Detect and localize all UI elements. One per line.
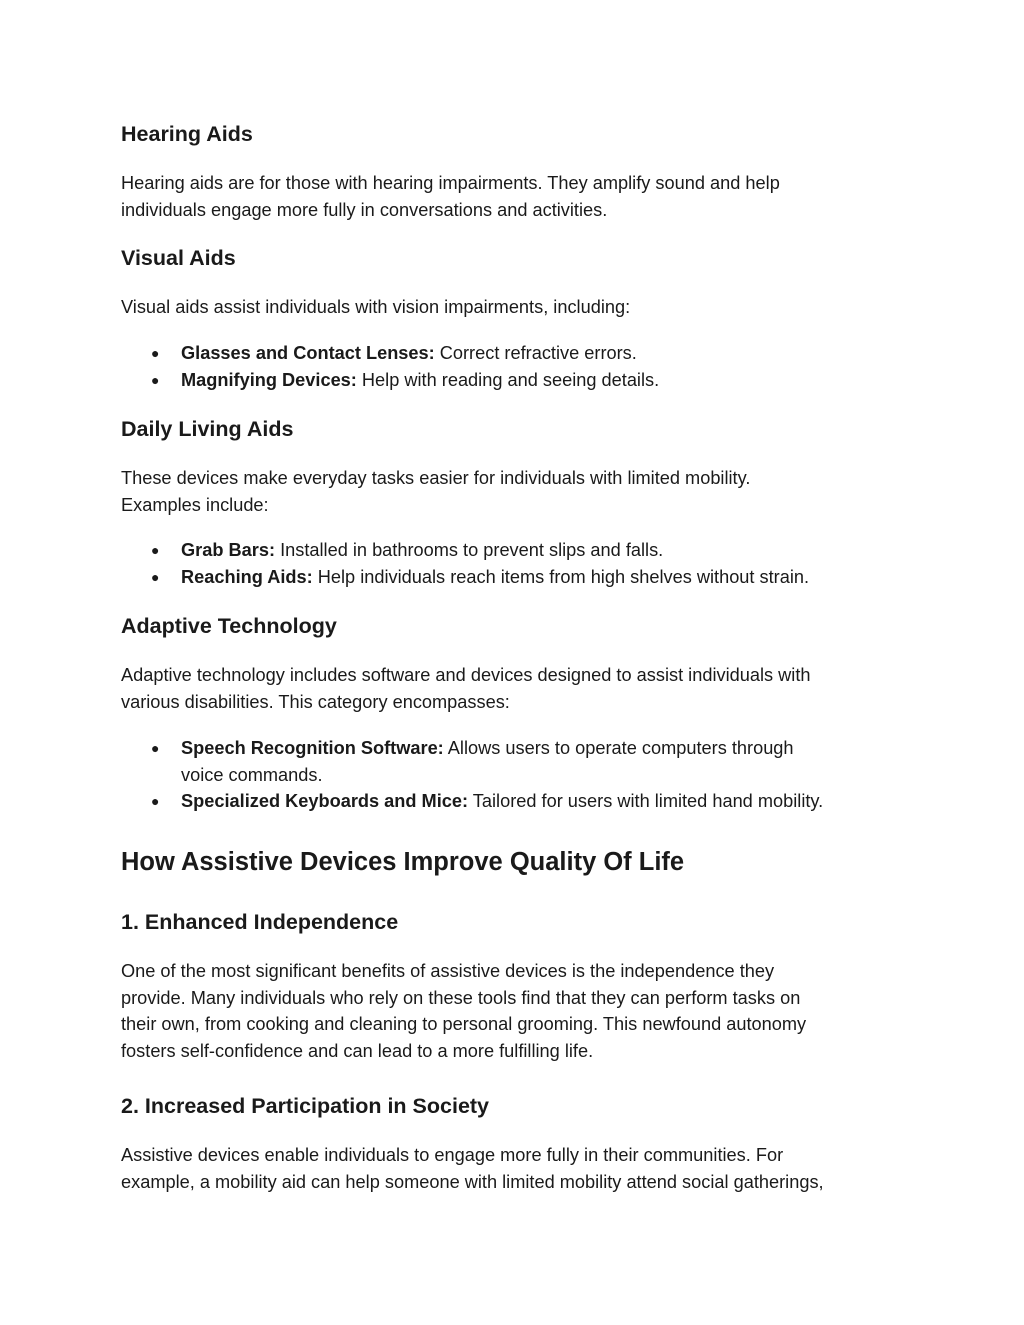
list-item: [121, 340, 911, 367]
bullet-icon: ●: [151, 371, 160, 388]
list-item-desc: Help individuals reach items from high shelves without strain.: [312, 566, 810, 587]
paragraph-adaptive-technology: [121, 662, 911, 715]
paragraph-increased-participation: [121, 1142, 911, 1195]
list-item: [121, 788, 911, 815]
paragraph-line: One of the most significant benefits of assistive devices is the independence they: [121, 961, 775, 981]
heading-adaptive-technology: Adaptive Technology: [121, 614, 337, 638]
list-visual-aids: [121, 340, 911, 393]
paragraph-line: Visual aids assist individuals with vision impairments, including:: [121, 297, 631, 317]
paragraph-line: their own, from cooking and cleaning to personal grooming. This newfound autonomy: [121, 1014, 807, 1034]
paragraph-daily-living-aids: [121, 465, 911, 518]
paragraph-line: These devices make everyday tasks easier for individuals with limited mobility.: [121, 468, 751, 488]
paragraph-line: Examples include:: [121, 494, 269, 515]
list-daily-living-aids: [121, 537, 911, 590]
list-item-term: Specialized Keyboards and Mice:: [181, 791, 469, 811]
paragraph-line: example, a mobility aid can help someone with limited mobility attend social gatherings,: [121, 1171, 824, 1192]
paragraph-line: individuals engage more fully in conversations and activities.: [121, 199, 608, 220]
bullet-icon: ●: [151, 345, 160, 361]
heading-increased-participation: 2. Increased Participation in Society: [121, 1094, 490, 1118]
heading-enhanced-independence: 1. Enhanced Independence: [121, 910, 399, 934]
list-item-term: Speech Recognition Software:: [181, 738, 444, 758]
heading-daily-living-aids: Daily Living Aids: [121, 417, 294, 441]
paragraph-enhanced-independence: [121, 958, 911, 1064]
list-item-term: Magnifying Devices:: [181, 369, 357, 390]
paragraph-line: Assistive devices enable individuals to engage more fully in their communities. For: [121, 1145, 784, 1165]
list-item-desc: Tailored for users with limited hand mobility.: [468, 791, 824, 811]
heading-visual-aids: Visual Aids: [121, 246, 236, 270]
heading-quality-of-life: How Assistive Devices Improve Quality Of Life: [121, 848, 685, 876]
paragraph-visual-aids: [121, 294, 911, 321]
paragraph-line: provide. Many individuals who rely on these tools find that they can perform tasks on: [121, 987, 801, 1008]
list-item-term: Glasses and Contact Lenses:: [181, 343, 435, 363]
list-item-term: Grab Bars:: [181, 540, 276, 560]
paragraph-line: fosters self-confidence and can lead to a more fulfilling life.: [121, 1040, 594, 1061]
paragraph-line: various disabilities. This category encompasses:: [121, 691, 510, 712]
list-item: [121, 735, 911, 788]
list-adaptive-technology: [121, 735, 911, 815]
bullet-icon: ●: [151, 542, 160, 558]
paragraph-line: Adaptive technology includes software and devices designed to assist individuals with: [121, 665, 811, 685]
list-item: [121, 564, 911, 591]
list-item: [121, 537, 911, 564]
list-item-desc-continued: voice commands.: [181, 764, 323, 785]
bullet-icon: ●: [151, 740, 160, 756]
paragraph-hearing-aids: [121, 170, 911, 223]
paragraph-line: Hearing aids are for those with hearing impairments. They amplify sound and help: [121, 173, 780, 193]
list-item-desc: Help with reading and seeing details.: [356, 369, 660, 390]
list-item-desc: Correct refractive errors.: [434, 343, 637, 363]
list-item-desc: Allows users to operate computers through: [443, 738, 794, 758]
list-item-term: Reaching Aids:: [181, 566, 313, 587]
heading-hearing-aids: Hearing Aids: [121, 122, 253, 146]
bullet-icon: ●: [151, 793, 160, 809]
list-item: [121, 367, 911, 394]
list-item-desc: Installed in bathrooms to prevent slips and falls.: [275, 540, 664, 560]
bullet-icon: ●: [151, 568, 160, 585]
